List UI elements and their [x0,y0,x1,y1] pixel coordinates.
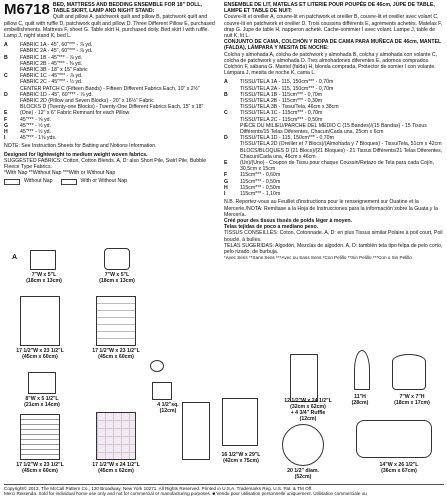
view-letter: D [4,91,8,98]
telas-es: Telas tejidas de poco a mediano peso. [224,224,319,231]
fabric-requirement: TISSU/TELA 3B - Tissu/Tela, 46cm x 38cm [240,104,339,111]
piece-d-caption: 17 1/2"W x 24 1/2"L (45cm x 62cm) [92,462,140,474]
es-fabric-row [224,148,444,160]
fabric-requirement: (One) - 12" x 6" Fabric Remnant for each Pillow [20,110,130,117]
description-fr: Couvre-lit et oreiller A, couvre-lit en patchwork et oreiller B, couvre-lit et oreiller avec volant C, couvre-lit en patchwork et oreiller D. Trois coussins différents E, agréments achetés. Matelas F, drap G. Jupe de table H, napperon acheté. Cache-sommier I avec volant. Lampe J, table de nuit K, lit L. [224,14,443,40]
view-letter: G [4,122,9,129]
night-stand-k-drawing [392,354,426,390]
without-nap-swatch [4,179,20,185]
view-letter: E [4,110,8,117]
piece-h-caption: 20 1/2" diam. (52cm) [287,468,319,480]
piece-c2-caption: 17 1/2"W x 23 1/2"L (45cm x 60cm) [16,462,64,474]
fabric-requirement: TISSU/TELA 2C - 115cm*** - 0,50m [240,116,323,123]
view-letter: H [224,184,228,191]
fabric-requirement: 115cm*** - 1,10m [240,191,281,198]
pillow-c-drawing [28,372,56,394]
description-es: Colcha y almohada A, colcha de patchwork y almohada B, colcha y almohada con volante C, colcha de patchwork y almohada D. Tres almohadones diferentes E, adornos comprados. Colchón F, sábana G. Mantel (falda) H, blonda comprada. Protector de somier I con volante. Lámpara J, mesita de noche K, cama L. [224,51,438,77]
view-letter: E [224,160,228,167]
note-en: NOTE: See Instruction Sheets for Batting and Notions Information. [4,143,157,150]
suggested-en: SUGGESTED FABRICS: Cotton, Cotton Blends. A, D: also Short Pile, Swirl Pile, Bubble Fleece Type Fabrics. [4,157,207,171]
piece-e-caption: 4 1/2"sq. (12cm) [157,402,179,414]
view-letter: H [4,129,8,136]
fabric-requirement: FABRIC 1B - 45"*** - ⅞ yd. [20,54,83,61]
fabric-requirement: 45"*** - ½ yd. [20,129,51,136]
piece-a-caption: 7"W x 5"L (18cm x 13cm) [26,272,62,284]
tissus-fr: TISSUS CONSEILLÉS: Coton, Cotonnade. A, D: en plus Tissus similar Polaire à poil court, Poil bouclé, à bulles. [224,230,443,243]
view-letter: A [4,42,8,49]
nap-legend-en: *With Nap **Without Nap ***With or Without Nap [4,170,116,177]
lamp-j-drawing [354,350,370,390]
table-skirt-h-drawing [282,424,324,466]
fabric-requirement: TISSU/TELA 2B - 115cm*** - 0,30m [240,98,323,105]
piece-c-caption: 8"W x 5 1/2"L (21cm x 14cm) [24,396,60,408]
quilt-a-drawing [20,296,60,346]
fabric-requirement: TISSU/TELA 1D - 115, 150cm*** - 0,70m [240,135,334,142]
cree-fr: Créé pour des tissus tissés de poids léger à moyen. [224,217,353,224]
pillow-b-drawing [104,248,130,270]
piece-l-caption: 14"W x 26 1/2"L (36cm x 67cm) [379,462,419,474]
copyright-line: Copyright© 2013, The McCall Pattern Co., 120 Broadway, New York 10271. All Rights Reserved. Printed in U.S.A. Trademarks Reg. U.S. Pat. & TM Off. [4,486,313,491]
pattern-envelope-back: M6718 BED, MATTRESS AND BEDDING ENSEMBLE FOR 18" DOLL, TABLE SKIRT, LAMP AND NIGHT STAND: Quilt and pillow A, patchwork quilt and pillow B, patchwork quilt and pillow C, quilt with ruffle D, patchwork quilt and pillow D. Three Different Pillow E, purchased embellishments. Mattress F, sheet G. Table skirt H, purchased doily. Bed skirt I with ruffle. Lamp J, night stand K, bed L. A FABRIC 1A - 45", 60"*** - ⅞ yd. FABRIC 2A - 45", 60"*** - ⅞ yd. B FABRIC 1B - 45"*** - ⅞ yd. FABRIC 2B - 45"*** - ⅜ yd. FABRIC 3B - 18" x 15" Fabric C FABRIC 1C - 45"*** - ⅞ yd. FABRIC 2C - 45"*** - ½ yd. CENTER PATCH C (Fifteen Bands) - Fifteen Different Fabrics Each, 10" x 2½" D FABRIC 1D - 45", 60"*** - ⅞ yd. FABRIC 2D (Pillow and Seven Blocks) - 20" x 16½" Fabric BLOCKS D (Twenty-one Blocks) - Twenty-One Different Fabrics Each, 15" x 18" E (One) - 12" x 6" Fabric Remnant for each Pillow F 45"*** - ⅝ yd. G 45"*** - ½ yd. H 45"*** - ½ yd. I 45"*** - 1⅝ yds. NOTE: See Instruction Sheets for Batting and Notions Information. Designed for lightweight to medium weight woven fabrics. SUGGESTED FABRICS: Cotton, Cotton Blends. A, D: also Short Pile, Swirl Pile, Bubble Fleece Type Fabrics. *With Nap **Without Nap ***With or Without Nap Without Nap With or Without Nap ENSEMBLE DE LIT, MATELAS ET LITERIE POUR POUPÉE DE 46cm, JUPE DE TABLE, LAMPE ET TABLE DE NUIT: Couvre-lit et oreiller A, couvre-lit en patchwork et oreiller B, couvre-lit et oreiller avec volant C, couvre-lit en patchwork et oreiller D. Trois coussins différents E, agréments achetés. Matelas F, drap G. Jupe de table H, napperon acheté. Cache-sommier I avec volant. Lampe J, table de nuit K, lit L. CONJUNTO DE CAMA, COLCHÓN Y ROPA DE CAMA PARA MUÑECA DE 46cm, MANTEL (FALDA), LÁMPARA Y MESITA DE NOCHE: Colcha y almohada A, colcha de patchwork y almohada B, colcha y almohada con volante C, colcha de patchwork y almohada D. Tres almohadones diferentes E, adornos comprados. Colchón F, sábana G. Mantel (falda) H, blonda comprada. Protector de somier I con volante. Lámpara J, mesita de noche K, cama L. A TISSU/TELA 1A - 115, 150cm*** - 0,70m TISSU/TELA 2A - 115, 150cm*** - 0,70m B TISSU/TELA 1B - 115cm*** - 0,70m TISSU/TELA 2B - 115cm*** - 0,30m TISSU/TELA 3B - Tissu/Tela, 46cm x 38cm C TISSU/TELA 1C - 115cm*** - 0,70m TISSU/TELA 2C - 115cm*** - 0,50m PIÈCE DU MILIEU/PARCHE DEL MEDIO C (15 Bandes)/(15 Bandas) - 15 Tissus Différents/15 Telas Diferentes, Chacun/Cada una, 25cm x 6cm D TISSU/TELA 1D - 115, 150cm*** - 0,70m TISSU/TELA 2D (Oreiller et 7 Blocs)/(Almohada y 7 Bloques) - Tissu/Tela, 51cm x 42cm BLOCS/BLOQUES D (21 Blocs)/(21 Bloques) - 21 Tissus Différents/21 Telas Diferentes, Chacun/Cada una, 46cm x 46cm E (Un)/(Uno) - Coupon de Tissu pour chaque Coussin/Retazo de Tela para cada Cojín, 30,5cm x 15cm F 115cm*** - 0,60m G 115cm*** - 0,50m H 115cm*** - 0,50m I 115cm*** - 1,10m N.B. Reportez-vous au Feuillet d'instructions pour le renseignement sur Ouatine et la Mercerie./NOTA: Remítase a la Hoja de Instrucciones para la información sobre la Guata y la Mercería. Créé pour des tissus tissés de poids léger à moyen. Telas tejidas de poco a mediano peso. TISSUS CONSEILLÉS: Coton, Cotonnade. A, D: en plus Tissus similar Polaire à poil court, Poil bouclé, à bulles. TELAS SUGERIDAS: Algodón, Mezclas de algodón. A, D: también tela tipo felpa de pelo corto, pelo rizado, de burbuja. *Avec Sens **Sans Sens ***Avec ou Sans Sens *Con Pelillo **Sin Pelillo ***Con o Sin Pelillo A 7"W x 5"L (18cm x 13cm) 7"W x 5"L (18cm x 13cm) 17 1/2"W x 23 1/2"L (45cm x 60cm) 17 1/2"W x 23 1/2"L (45cm x 60cm) 8"W x 5 1/2"L (21cm x 14cm) 17 1/2"W x 23 1/2"L (45cm x 60cm) 17 1/2"W x 24 1/2"L (45cm x 62cm) 4 1/2"sq. (12cm) 16 1/2"W x 29"L (42cm x 75cm) 20 1/2" diam. (52cm) 12 1/2"W x 24 1/2"L (32cm x 62cm) + 4 3/4" Ruffle (12cm) 11"H (28cm) 7"W x 7"H (18cm x 17cm) 14"W x 26 1/2"L (36cm x 67cm) Copyright© 2013, The McCall Pattern Co., 120 Broadway, New York 10271. All Rights Reserved. Printed in U.S.A. Trademarks Reg. U.S. Pat. & TM Off. Merci Reisenda. Sold for individual home use only and not for commercial or manufacturing purposes. ■ Vendu pour utilisation personnelle uniquement. Utilisation commerciale ou [4,1,443,497]
view-letter: B [224,91,228,98]
with-or-without-nap-swatch [61,179,77,185]
usage-line: Merci Reisenda. Sold for individual home use only and not for commercial or manufacturing purposes. ■ Vendu pour utilisation personnelle uniquement. Utilisation commerciale ou [4,491,367,497]
piece-k-caption: 7"W x 7"H (18cm x 17cm) [394,394,430,406]
view-letter: C [224,110,228,117]
telas-sugeridas-es: TELAS SUGERIDAS: Algodón, Mezclas de algodón. A, D: también tela tipo felpa de pelo corto, pelo rizado, de burbuja. [224,242,443,255]
fabric-requirement: TISSU/TELA 1A - 115, 150cm*** - 0,70m [240,79,334,86]
view-letter [224,123,240,135]
view-letter: F [4,116,8,123]
fabric-requirement: TISSU/TELA 2A - 115, 150cm*** - 0,70m [240,85,334,92]
fabric-requirement: TISSU/TELA 1C - 115cm*** - 0,70m [240,110,323,117]
footer [4,484,444,497]
pattern-code: M6718 [4,1,50,18]
fabric-requirement: FABRIC 1A - 45", 60"*** - ⅞ yd. [20,42,93,49]
view-letter: I [224,191,226,198]
quilt-b-drawing [96,296,136,346]
nap-swatches [4,178,220,184]
fabric-requirement: FABRIC 2C - 45"*** - ½ yd. [20,79,83,86]
fabric-requirement: (Un)/(Uno) - Coupon de Tissu pour chaque Coussin/Retazo de Tela para cada Cojín, 30,5cm x 15cm [240,160,434,173]
fabric-requirement: FABRIC 1D - 45", 60"*** - ⅞ yd. [20,91,93,98]
with-or-without-nap-label: With or Without Nap [80,178,127,185]
quilt-d-drawing [96,412,136,460]
view-letter: I [4,135,6,142]
description-en: Quilt and pillow A, patchwork quilt and pillow B, patchwork quilt and pillow C, quilt with ruffle D, patchwork quilt and pillow D. Three Different Pillow E, purchased embellishments. Mattress F, sheet G. Table skirt H, purchased doily. Bed skirt I with ruffle. Lamp J, night stand K, bed L. [4,14,215,40]
view-letter: F [224,172,228,179]
piece-b2-caption: 17 1/2"W x 23 1/2"L (45cm x 60cm) [92,348,140,360]
sens-legend: *Avec Sens **Sans Sens ***Avec ou Sans Sens *Con Pelillo **Sin Pelillo ***Con o Sin Pelillo [224,255,412,261]
es-fabric-row [224,123,444,135]
piece-g-caption: 16 1/2"W x 29"L (42cm x 75cm) [221,452,261,464]
piece-j-caption: 11"H (28cm) [351,394,369,406]
fabric-requirement: BLOCKS D (Twenty-one Blocks) - Twenty-One Different Fabrics Each, 15" x 18" [20,104,204,111]
designed-en: Designed for lightweight to medium weight woven fabrics. [4,151,148,158]
piece-a2-caption: 17 1/2"W x 23 1/2"L (45cm x 60cm) [16,348,64,360]
title-en: BED, MATTRESS AND BEDDING ENSEMBLE FOR 18" DOLL, TABLE SKIRT, LAMP AND NIGHT STAND: [52,2,203,15]
fabric-list-en [4,42,220,141]
view-letter: D [224,135,228,142]
es-fabric-row [224,160,444,172]
bed-l-drawing [356,420,432,458]
view-letter: B [4,54,8,61]
fabric-requirement: FABRIC 1C - 45"*** - ⅞ yd. [20,73,83,80]
fabric-requirement: CENTER PATCH C (Fifteen Bands) - Fifteen Different Fabrics Each, 10" x 2½" [20,85,200,92]
french-spanish-column [224,2,444,261]
fabric-requirement: 115cm*** - 0,50m [240,184,281,191]
view-letter [224,148,240,160]
fabric-requirement: FABRIC 3B - 18" x 15" Fabric [20,67,88,74]
quilt-c-drawing [20,414,60,460]
fabric-requirement: 115cm*** - 0,60m [240,172,281,179]
fabric-requirement: TISSU/TELA 2D (Oreiller et 7 Blocs)/(Almohada y 7 Bloques) - Tissu/Tela, 51cm x 42cm [240,141,442,148]
fabric-requirement: FABRIC 2B - 45"*** - ⅜ yd. [20,60,83,67]
es-fabric-row [224,191,444,197]
piece-b-caption: 7"W x 5"L (18cm x 13cm) [99,272,135,284]
sheet-g-drawing [222,398,258,446]
fabric-requirement: 45"*** - 1⅝ yds. [20,135,57,142]
view-letter: G [224,178,229,185]
title-es: CONJUNTO DE CAMA, COLCHÓN Y ROPA DE CAMA PARA MUÑECA DE 46cm, MANTEL (FALDA), LÁMPARA Y MESITA DE NOCHE: [224,39,442,52]
en-fabric-row [4,135,220,141]
fabric-requirement: FABRIC 2A - 45", 60"*** - ⅞ yd. [20,48,93,55]
pillow-e-drawing-2 [150,360,164,372]
piece-i-caption: 12 1/2"W x 24 1/2"L (32cm x 62cm) + 4 3/4" Ruffle (12cm) [284,398,332,422]
fabric-requirement: TISSU/TELA 1B - 115cm*** - 0,70m [240,91,323,98]
title-fr: ENSEMBLE DE LIT, MATELAS ET LITERIE POUR POUPÉE DE 46cm, JUPE DE TABLE, LAMPE ET TABLE DE NUIT: [224,2,435,15]
without-nap-label: Without Nap [24,178,53,185]
fabric-requirement: 115cm*** - 0,50m [240,178,281,185]
fabric-list-es [224,79,444,197]
pillow-a-drawing [30,250,56,270]
fabric-requirement: BLOCS/BLOQUES D (21 Blocs)/(21 Bloques) - 21 Tissus Différents/21 Telas Diferentes, Chacun/Cada una, 46cm x 46cm [240,147,443,160]
bed-skirt-i-drawing [290,354,318,402]
pillow-e-drawing [152,382,172,400]
view-letter: C [4,73,8,80]
fabric-requirement: FABRIC 2D (Pillow and Seven Blocks) - 20" x 16½" Fabric [20,98,154,105]
view-letter: A [224,79,228,86]
english-column [4,2,220,185]
nb-fr-es: N.B. Reportez-vous au Feuillet d'instructions pour le renseignement sur Ouatine et la Mercerie./NOTA: Remítase a la Hoja de Instrucciones para la información sobre la Guata y la Mercería. [224,199,438,218]
fabric-requirement: PIÈCE DU MILIEU/PARCHE DEL MEDIO C (15 Bandes)/(15 Bandas) - 15 Tissus Différents/15 Telas Diferentes, Chacun/Cada una, 25cm x 6cm [240,122,427,136]
fabric-requirement: 45"*** - ⅝ yd. [20,116,51,123]
fabric-requirement: 45"*** - ½ yd. [20,122,51,129]
